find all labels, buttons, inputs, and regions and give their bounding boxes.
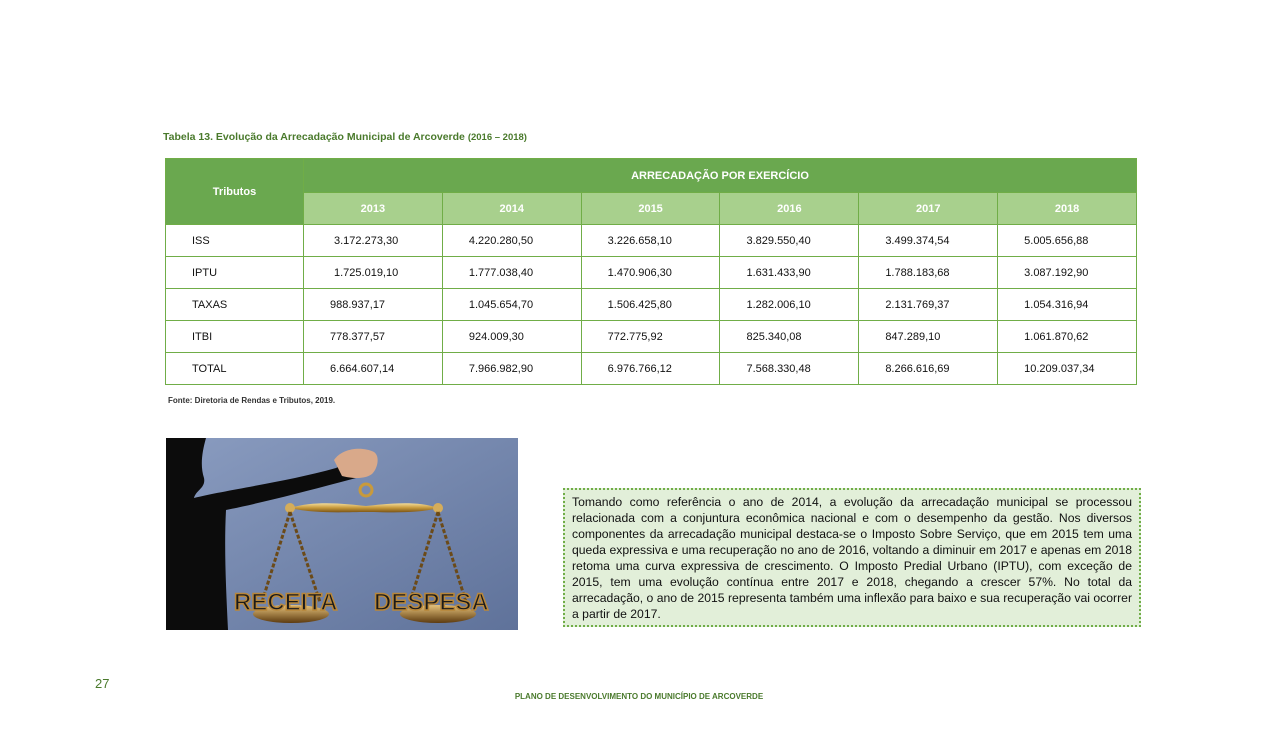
word-receita: RECEITA — [234, 589, 338, 616]
cell-value: 825.340,08 — [720, 321, 859, 353]
cell-value: 4.220.280,50 — [442, 225, 581, 257]
cell-value: 7.966.982,90 — [442, 353, 581, 385]
cell-value: 1.631.433,90 — [720, 257, 859, 289]
cell-value: 5.005.656,88 — [998, 225, 1137, 257]
group-header: ARRECADAÇÃO POR EXERCÍCIO — [304, 159, 1137, 193]
scales-illustration — [166, 438, 518, 630]
cell-value: 3.829.550,40 — [720, 225, 859, 257]
cell-value: 1.777.038,40 — [442, 257, 581, 289]
row-label: ITBI — [166, 321, 304, 353]
page-footer: PLANO DE DESENVOLVIMENTO DO MUNICÍPIO DE ARCOVERDE — [514, 692, 764, 701]
cell-value: 1.788.183,68 — [859, 257, 998, 289]
table-row-itbi — [166, 321, 1137, 353]
cell-value: 847.289,10 — [859, 321, 998, 353]
table-row-taxas — [166, 289, 1137, 321]
cell-value: 8.266.616,69 — [859, 353, 998, 385]
cell-value: 6.976.766,12 — [581, 353, 720, 385]
table-row-total — [166, 353, 1137, 385]
cell-value: 988.937,17 — [304, 289, 443, 321]
row-label: ISS — [166, 225, 304, 257]
row-header-tributos: Tributos — [166, 159, 304, 225]
table-caption — [163, 131, 527, 143]
scales-picture — [166, 438, 518, 630]
table-caption-title: Tabela 13. Evolução da Arrecadação Municipal de Arcoverde — [163, 131, 465, 143]
cell-value: 1.054.316,94 — [998, 289, 1137, 321]
analysis-textbox: Tomando como referência o ano de 2014, a evolução da arrecadação municipal se processou relacionada com a conjuntura econômica nacional e com o desempenho da gestão. Nos diversos componentes da arrecadação municipal destaca-se o Imposto Sobre Serviço, que em 2015 tem uma queda expressiva e uma recuperação no ano de 2016, voltando a diminuir em 2017 e apenas em 2018 retoma uma curva expressiva de crescimento. O Imposto Predial Urbano (IPTU), com exceção de 2015, tem uma evolução contínua entre 2017 e 2018, chegando a crescer 57%. No total da arrecadação, o ano de 2015 representa também uma inflexão para baixo e sua recuperação vai ocorrer a partir de 2017. — [563, 488, 1141, 627]
year-header: 2014 — [442, 193, 581, 225]
year-header: 2016 — [720, 193, 859, 225]
page-number: 27 — [95, 676, 110, 691]
year-header: 2018 — [998, 193, 1137, 225]
cell-value: 1.282.006,10 — [720, 289, 859, 321]
year-header: 2013 — [304, 193, 443, 225]
word-despesa: DESPESA — [374, 589, 489, 616]
table-caption-range: (2016 – 2018) — [467, 132, 527, 143]
cell-value: 3.172.273,30 — [304, 225, 443, 257]
cell-value: 3.226.658,10 — [581, 225, 720, 257]
row-label: TAXAS — [166, 289, 304, 321]
table-source: Fonte: Diretoria de Rendas e Tributos, 2019. — [168, 396, 336, 405]
year-header: 2017 — [859, 193, 998, 225]
cell-value: 924.009,30 — [442, 321, 581, 353]
cell-value: 10.209.037,34 — [998, 353, 1137, 385]
revenue-table — [165, 158, 1137, 385]
cell-value: 1.045.654,70 — [442, 289, 581, 321]
cell-value: 1.061.870,62 — [998, 321, 1137, 353]
year-header: 2015 — [581, 193, 720, 225]
cell-value: 2.131.769,37 — [859, 289, 998, 321]
row-label: TOTAL — [166, 353, 304, 385]
cell-value: 3.087.192,90 — [998, 257, 1137, 289]
cell-value: 772.775,92 — [581, 321, 720, 353]
cell-value: 1.725.019,10 — [304, 257, 443, 289]
row-label: IPTU — [166, 257, 304, 289]
table-row-iss — [166, 225, 1137, 257]
cell-value: 778.377,57 — [304, 321, 443, 353]
cell-value: 6.664.607,14 — [304, 353, 443, 385]
cell-value: 7.568.330,48 — [720, 353, 859, 385]
table-row-iptu — [166, 257, 1137, 289]
cell-value: 1.470.906,30 — [581, 257, 720, 289]
cell-value: 1.506.425,80 — [581, 289, 720, 321]
cell-value: 3.499.374,54 — [859, 225, 998, 257]
